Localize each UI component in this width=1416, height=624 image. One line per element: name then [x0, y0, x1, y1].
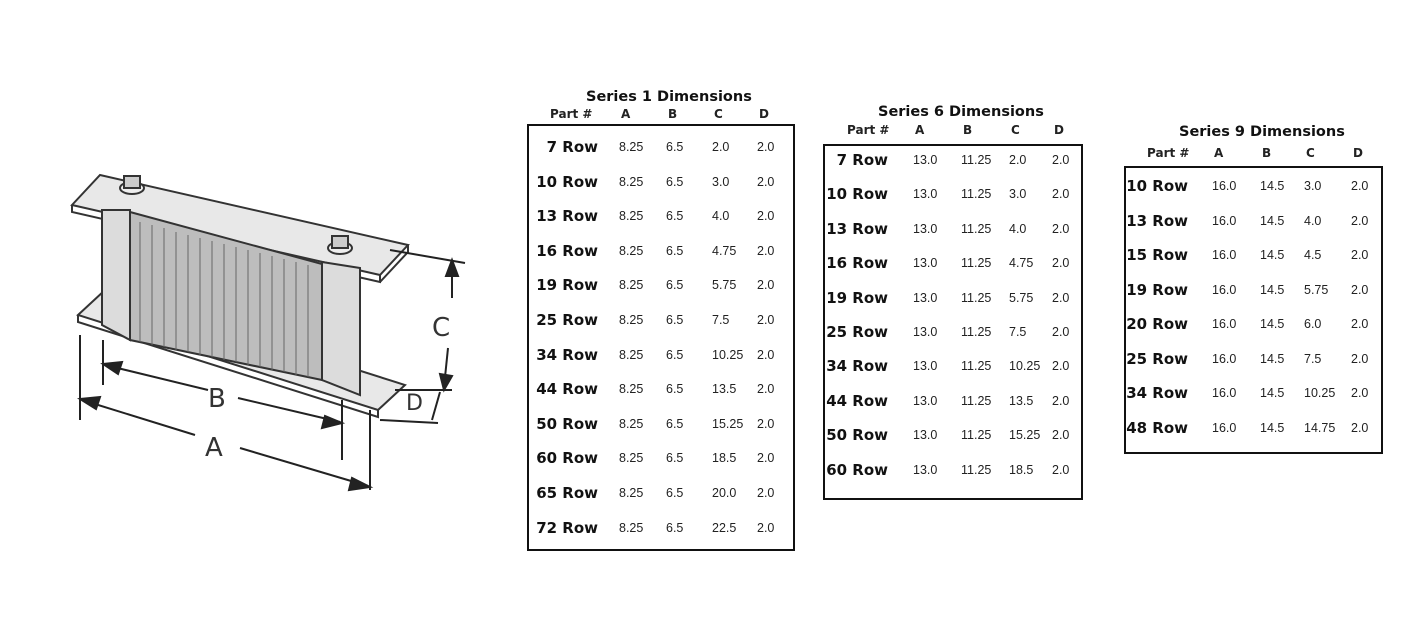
dimension-cell: 8.25	[619, 209, 644, 224]
column-header: B	[1262, 146, 1272, 160]
dimension-cell: 11.25	[961, 256, 992, 271]
dimension-cell: 4.0	[1009, 221, 1027, 236]
dimension-cell: 18.5	[712, 451, 737, 466]
table-row	[825, 143, 1081, 177]
column-header: Part #	[550, 107, 593, 121]
dimension-cell: 6.5	[666, 347, 684, 362]
dimension-cell: 2.0	[1351, 351, 1369, 366]
dimension-cell: 10.25	[1304, 386, 1336, 400]
table-row	[825, 212, 1081, 246]
part-number-cell: 13 Row	[536, 207, 598, 226]
column-header: C	[1011, 123, 1020, 137]
dimension-cell: 16.0	[1212, 248, 1237, 262]
dimension-cell: 2.0	[1351, 179, 1369, 193]
dimension-cell: 16.0	[1212, 351, 1237, 366]
dimension-cell: 13.5	[1009, 393, 1034, 408]
part-number-cell: 25 Row	[1126, 349, 1188, 368]
dimension-cell: 11.25	[961, 462, 992, 477]
dimension-cell: 8.25	[619, 243, 644, 258]
table-row	[825, 315, 1081, 349]
dimension-cell: 8.25	[619, 347, 644, 362]
part-number-cell: 60 Row	[536, 449, 598, 468]
dimension-cell: 8.25	[619, 278, 644, 293]
dimension-cell: 3.0	[1009, 187, 1027, 202]
dimension-label-c: C	[432, 313, 451, 343]
dimension-cell: 8.25	[619, 451, 644, 466]
part-number-cell: 16 Row	[826, 254, 888, 273]
dimension-cell: 8.25	[619, 416, 644, 431]
dimension-cell: 14.5	[1260, 351, 1285, 366]
dimension-cell: 2.0	[1052, 290, 1070, 305]
dimension-cell: 14.5	[1260, 179, 1285, 193]
table-row	[1126, 307, 1381, 341]
dimension-cell: 2.0	[1052, 359, 1070, 374]
dimension-cell: 14.5	[1260, 248, 1285, 262]
dimension-cell: 10.25	[1009, 359, 1041, 374]
column-header: Part #	[847, 123, 890, 137]
dimension-cell: 6.5	[666, 243, 684, 258]
dimension-cell: 16.0	[1212, 317, 1237, 331]
dimension-cell: 13.0	[913, 462, 938, 477]
table-row	[529, 338, 793, 372]
table-title: Series 9 Dimensions	[1179, 124, 1345, 140]
dimension-cell: 14.5	[1260, 420, 1285, 435]
table-row	[1126, 204, 1381, 238]
dimension-cell: 18.5	[1009, 462, 1034, 477]
dimension-cell: 2.0	[1351, 213, 1369, 228]
part-number-cell: 16 Row	[536, 241, 598, 260]
part-number-cell: 10 Row	[1126, 177, 1188, 195]
column-header: D	[1054, 123, 1064, 137]
dimension-cell: 2.0	[1351, 317, 1369, 331]
dimension-cell: 2.0	[757, 174, 775, 189]
table-title: Series 1 Dimensions	[586, 89, 752, 105]
dimension-cell: 6.5	[666, 382, 684, 397]
dimension-cell: 7.5	[1304, 351, 1322, 366]
dimension-cell: 11.25	[961, 325, 992, 339]
dimension-cell: 2.0	[757, 140, 775, 154]
dimension-cell: 2.0	[757, 347, 775, 362]
column-header: A	[915, 123, 925, 137]
dimension-cell: 2.0	[1052, 221, 1070, 236]
dimension-cell: 6.5	[666, 278, 684, 293]
dimension-cell: 2.0	[757, 278, 775, 293]
part-number-cell: 25 Row	[826, 323, 888, 341]
part-number-cell: 44 Row	[536, 380, 598, 399]
dimension-label-a: A	[205, 433, 223, 463]
dimension-cell: 13.0	[913, 221, 938, 236]
table-row	[825, 349, 1081, 383]
dimension-cell: 2.0	[757, 243, 775, 258]
table-row	[529, 511, 793, 545]
column-header: C	[1306, 146, 1315, 160]
dimension-cell: 13.0	[913, 428, 938, 443]
dimension-cell: 6.5	[666, 140, 684, 154]
dimension-cell: 11.25	[961, 187, 992, 202]
oil-cooler-diagram	[60, 150, 480, 510]
table-row	[1126, 273, 1381, 307]
part-number-cell: 44 Row	[826, 391, 888, 410]
table-row	[825, 281, 1081, 315]
column-header: D	[759, 107, 769, 121]
dimension-cell: 7.5	[1009, 325, 1027, 339]
table-row	[1126, 376, 1381, 410]
dimension-cell: 2.0	[712, 140, 730, 154]
dimension-cell: 5.75	[1304, 282, 1329, 297]
table-row	[529, 268, 793, 302]
column-header: A	[1214, 146, 1224, 160]
dimension-cell: 6.5	[666, 520, 684, 535]
table-row	[529, 130, 793, 164]
dimension-cell: 11.25	[961, 428, 992, 443]
table-row	[825, 177, 1081, 211]
dimension-cell: 2.0	[1009, 153, 1027, 167]
table-box	[1124, 166, 1383, 454]
table-row	[529, 407, 793, 441]
dimension-cell: 2.0	[1052, 428, 1070, 443]
table-row	[825, 246, 1081, 280]
dimension-cell: 2.0	[757, 486, 775, 500]
part-number-cell: 10 Row	[536, 172, 598, 191]
dimension-cell: 2.0	[1052, 462, 1070, 477]
dimension-cell: 4.75	[712, 243, 737, 258]
dimension-cell: 20.0	[712, 486, 737, 500]
table-box	[823, 144, 1083, 500]
part-number-cell: 10 Row	[826, 185, 888, 204]
dimension-cell: 2.0	[757, 209, 775, 224]
dimension-cell: 8.25	[619, 382, 644, 397]
part-number-cell: 19 Row	[1126, 280, 1188, 299]
dimension-cell: 6.5	[666, 174, 684, 189]
part-number-cell: 19 Row	[826, 288, 888, 307]
column-header: A	[621, 107, 631, 121]
dimension-cell: 2.0	[1351, 386, 1369, 400]
part-number-cell: 19 Row	[536, 276, 598, 295]
part-number-cell: 34 Row	[1126, 384, 1188, 402]
dimension-cell: 4.75	[1009, 256, 1034, 271]
dimension-cell: 15.25	[1009, 428, 1041, 443]
dimension-cell: 6.5	[666, 313, 684, 327]
table-row	[529, 234, 793, 268]
dimension-cell: 4.0	[1304, 213, 1322, 228]
dimension-cell: 2.0	[757, 416, 775, 431]
dimension-cell: 5.75	[712, 278, 737, 293]
dimension-cell: 16.0	[1212, 386, 1237, 400]
dimension-cell: 13.0	[913, 359, 938, 374]
dimension-cell: 2.0	[1052, 153, 1070, 167]
part-number-cell: 20 Row	[1126, 315, 1188, 333]
part-number-cell: 72 Row	[536, 518, 598, 537]
part-number-cell: 15 Row	[1126, 246, 1188, 264]
dimension-cell: 14.5	[1260, 386, 1285, 400]
dimension-cell: 6.0	[1304, 317, 1322, 331]
dimension-cell: 5.75	[1009, 290, 1034, 305]
dimension-cell: 2.0	[757, 520, 775, 535]
part-number-cell: 25 Row	[536, 311, 598, 329]
dimension-cell: 11.25	[961, 290, 992, 305]
dimension-cell: 14.75	[1304, 420, 1336, 435]
dimension-cell: 8.25	[619, 313, 644, 327]
dimension-cell: 6.5	[666, 486, 684, 500]
table-row	[1126, 169, 1381, 203]
dimension-cell: 6.5	[666, 451, 684, 466]
dimension-cell: 2.0	[757, 313, 775, 327]
part-number-cell: 60 Row	[826, 460, 888, 479]
dimension-cell: 13.0	[913, 256, 938, 271]
dimension-cell: 13.0	[913, 325, 938, 339]
table-row	[1126, 411, 1381, 445]
dimension-cell: 8.25	[619, 520, 644, 535]
dimension-cell: 10.25	[712, 347, 744, 362]
table-box	[527, 124, 795, 551]
dimension-label-d: D	[406, 391, 423, 416]
dimension-cell: 4.5	[1304, 248, 1322, 262]
table-row	[1126, 342, 1381, 376]
dimension-cell: 8.25	[619, 486, 644, 500]
dimension-cell: 16.0	[1212, 420, 1237, 435]
part-number-cell: 50 Row	[826, 426, 888, 445]
dimension-cell: 3.0	[1304, 179, 1322, 193]
dimension-cell: 8.25	[619, 140, 644, 154]
column-header: Part #	[1147, 146, 1190, 160]
part-number-cell: 7 Row	[546, 138, 598, 156]
dimension-cell: 13.5	[712, 382, 737, 397]
dimension-cell: 2.0	[757, 451, 775, 466]
part-number-cell: 13 Row	[826, 219, 888, 238]
column-header: D	[1353, 146, 1363, 160]
part-number-cell: 50 Row	[536, 414, 598, 433]
dimension-cell: 6.5	[666, 209, 684, 224]
dimension-label-b: B	[208, 384, 226, 414]
dimension-cell: 2.0	[1351, 420, 1369, 435]
dimension-cell: 2.0	[1351, 282, 1369, 297]
dimension-cell: 16.0	[1212, 282, 1237, 297]
column-header: B	[668, 107, 678, 121]
table-row	[529, 199, 793, 233]
dimension-cell: 11.25	[961, 393, 992, 408]
dimension-cell: 13.0	[913, 153, 938, 167]
table-row	[529, 303, 793, 337]
dimension-cell: 13.0	[913, 290, 938, 305]
table-row	[1126, 238, 1381, 272]
part-number-cell: 65 Row	[536, 484, 598, 502]
dimension-cell: 2.0	[757, 382, 775, 397]
column-header: B	[963, 123, 973, 137]
part-number-cell: 48 Row	[1126, 418, 1188, 437]
dimension-cell: 11.25	[961, 359, 992, 374]
dimension-cell: 16.0	[1212, 213, 1237, 228]
dimension-cell: 2.0	[1052, 393, 1070, 408]
dimension-cell: 8.25	[619, 174, 644, 189]
dimension-cell: 15.25	[712, 416, 744, 431]
dimension-cell: 7.5	[712, 313, 730, 327]
dimension-cell: 2.0	[1052, 325, 1070, 339]
table-row	[825, 384, 1081, 418]
table-row	[529, 476, 793, 510]
dimension-cell: 6.5	[666, 416, 684, 431]
dimension-cell: 11.25	[961, 221, 992, 236]
table-row	[529, 165, 793, 199]
table-row	[529, 441, 793, 475]
dimension-cell: 4.0	[712, 209, 730, 224]
part-number-cell: 13 Row	[1126, 211, 1188, 230]
dimension-cell: 3.0	[712, 174, 730, 189]
part-number-cell: 34 Row	[826, 357, 888, 376]
dimension-cell: 14.5	[1260, 317, 1285, 331]
table-title: Series 6 Dimensions	[878, 104, 1044, 120]
part-number-cell: 7 Row	[836, 151, 888, 169]
dimension-cell: 11.25	[961, 153, 992, 167]
part-number-cell: 34 Row	[536, 345, 598, 364]
dimension-cell: 13.0	[913, 187, 938, 202]
dimension-cell: 22.5	[712, 520, 737, 535]
dimension-cell: 14.5	[1260, 282, 1285, 297]
dimension-cell: 2.0	[1351, 248, 1369, 262]
table-row	[825, 453, 1081, 487]
table-row	[825, 418, 1081, 452]
column-header: C	[714, 107, 723, 121]
table-row	[529, 372, 793, 406]
dimension-cell: 2.0	[1052, 187, 1070, 202]
dimension-cell: 16.0	[1212, 179, 1237, 193]
dimension-cell: 13.0	[913, 393, 938, 408]
dimension-cell: 14.5	[1260, 213, 1285, 228]
dimension-cell: 2.0	[1052, 256, 1070, 271]
